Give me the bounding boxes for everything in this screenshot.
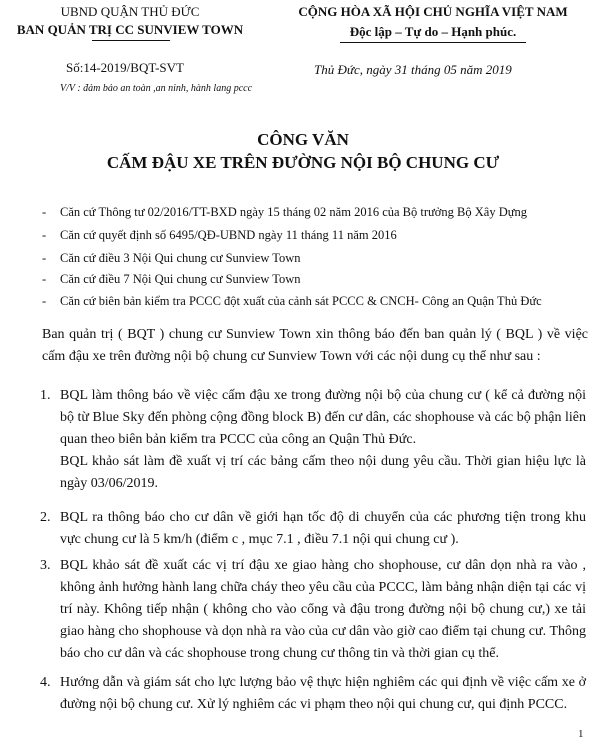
national-motto: Độc lập – Tự do – Hạnh phúc. (349, 24, 517, 39)
legal-basis-item: - Căn cứ biên bản kiểm tra PCCC đột xuất của cảnh sát PCCC & CNCH- Công an Quận Thủ Đức (42, 294, 542, 308)
item-number: 4. (40, 675, 51, 690)
item-text-continuation: BQL khảo sát làm đề xuất vị trí các bảng cấm theo nội dung yêu cầu. Thời gian hiệu lực là ngày 03/06/2019. (60, 454, 586, 491)
page-number: 1 (578, 728, 584, 740)
item-text: BQL ra thông báo cho cư dân về giới hạn tốc độ di chuyển của các phương tiện trong khu vực chung cư là 5 km/h (điểm c , mục 7.1 , điều 7.1 nội qui chung cư ). (60, 510, 586, 547)
issuer-underline (92, 40, 170, 41)
doc-number: Số:14-2019/BQT-SVT (66, 60, 184, 75)
item-text: BQL khảo sát đề xuất các vị trí đậu xe giao hàng cho shophouse, cư dân dọn nhà ra vào , không ảnh hưởng hành lang chữa cháy theo yêu cầu của PCCC, làm bảng nhận diện tại các vị trí này. Không tiếp nhận ( không cho vào cổng và đậu trong đường nội bộ chung cư,) xe tải giao hàng cho shophouse và dọn nhà ra vào của cư dân vào giờ cao điểm tại chung cư. Thông báo cho cư dân và các shophouse trong chung cư thông tin và thời gian cụ thể. (60, 558, 586, 661)
legal-basis-item: - Căn cứ Thông tư 02/2016/TT-BXD ngày 15 tháng 02 năm 2016 của Bộ trưởng Bộ Xây Dựng (42, 205, 527, 219)
motto-underline (340, 42, 526, 43)
issuer-name: BAN QUẢN TRỊ CC SUNVIEW TOWN (16, 22, 244, 37)
numbered-item-3 (40, 555, 586, 665)
legal-basis-item: - Căn cứ quyết định số 6495/QĐ-UBND ngày 11 tháng 11 năm 2016 (42, 228, 397, 242)
document-title: CẤM ĐẬU XE TRÊN ĐƯỜNG NỘI BỘ CHUNG CƯ (106, 153, 500, 172)
document-type: CÔNG VĂN (257, 130, 349, 149)
numbered-item-2 (40, 507, 586, 551)
item-number: 3. (40, 558, 51, 573)
legal-basis-item: - Căn cứ điều 7 Nội Qui chung cư Sunview Town (42, 272, 301, 286)
doc-subject: V/V : đảm bảo an toàn ,an ninh, hành lang pccc (60, 83, 253, 94)
numbered-item-4 (40, 672, 586, 716)
legal-basis-item: - Căn cứ điều 3 Nội Qui chung cư Sunview Town (42, 251, 301, 265)
item-text: Hướng dẫn và giám sát cho lực lượng bảo vệ thực hiện nghiêm các qui định về việc cấm xe ở đường nội bộ chung cư. Xử lý nghiêm các vi phạm theo nội qui chung cư, qui định PCCC. (60, 675, 586, 712)
issuer-parent: UBND QUẬN THỦ ĐỨC (60, 4, 200, 19)
intro-paragraph: Ban quản trị ( BQT ) chung cư Sunview Town xin thông báo đến ban quản lý ( BQL ) về việc cấm đậu xe trên đường nội bộ chung cư Sunview Town với các nội dung cụ thể như sau : (42, 327, 588, 364)
place-date: Thủ Đức, ngày 31 tháng 05 năm 2019 (314, 62, 512, 77)
item-text: BQL làm thông báo về việc cấm đậu xe trong đường nội bộ của chung cư ( kể cả đường nội bộ từ Blue Sky đến phòng cộng đồng block B) đến cư dân, các shophouse và các bộ phận liên quan theo biên bản kiểm tra PCCC của công an Quận Thủ Đức. (60, 388, 586, 447)
national-title: CỘNG HÒA XÃ HỘI CHỦ NGHĨA VIỆT NAM (298, 4, 568, 19)
item-number: 2. (40, 510, 51, 525)
numbered-item-1 (40, 385, 586, 495)
item-number: 1. (40, 388, 51, 403)
